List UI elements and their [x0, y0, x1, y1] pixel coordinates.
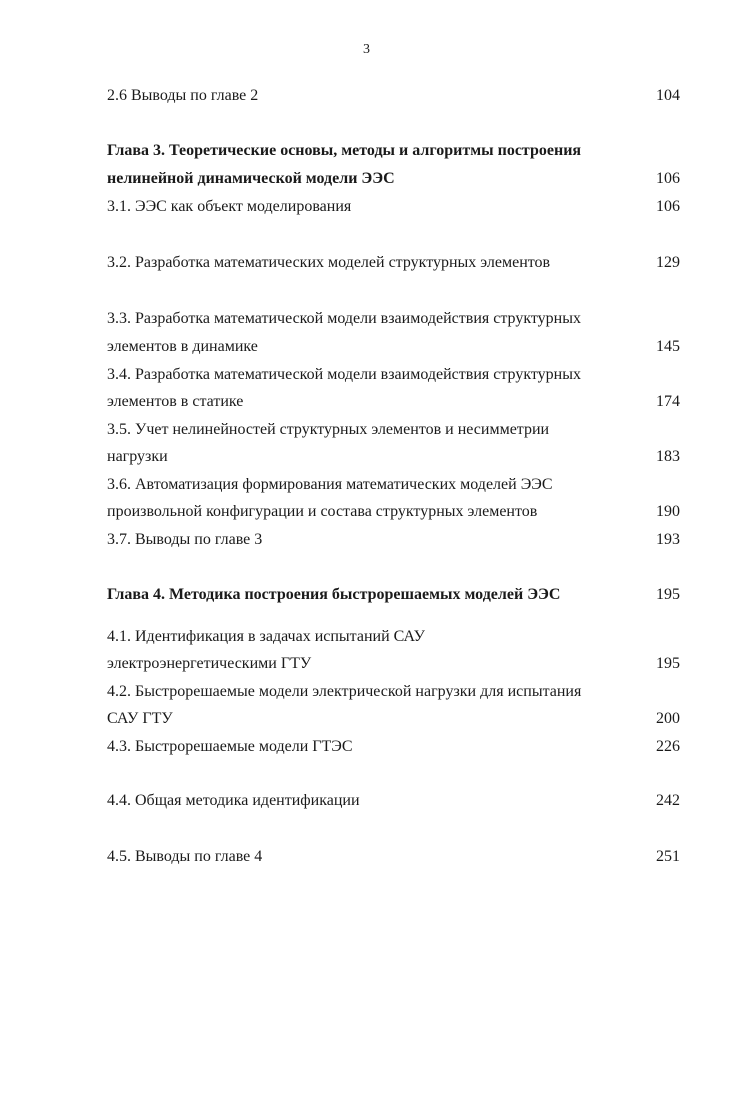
toc-entry-title: САУ ГТУ	[107, 710, 173, 727]
toc-chapter-heading	[107, 168, 680, 190]
toc-entry-page: 190	[656, 503, 680, 520]
toc-entry-page: 195	[656, 586, 680, 603]
toc-entry-page: 183	[656, 448, 680, 465]
toc-entry-page: 226	[656, 738, 680, 755]
toc-entry-title: 3.2. Разработка математических моделей структурных элементов	[107, 254, 551, 271]
toc-chapter-heading	[107, 584, 680, 606]
toc-entry	[107, 196, 680, 218]
toc-entry-page: 251	[656, 848, 680, 865]
toc-entry	[107, 708, 680, 730]
toc-entry	[107, 529, 680, 551]
toc-entry-page: 104	[656, 87, 680, 104]
toc-entry-page: 174	[656, 393, 680, 410]
toc-entry-page: 129	[656, 254, 680, 271]
toc-entry	[107, 85, 680, 107]
toc-entry-page: 242	[656, 792, 680, 809]
toc-entry-title: 3.1. ЭЭС как объект моделирования	[107, 198, 352, 215]
toc-entry-title: нагрузки	[107, 448, 168, 465]
toc-entry-page: 145	[656, 338, 680, 355]
toc-entry	[107, 474, 680, 496]
toc-entry-title: 4.5. Выводы по главе 4	[107, 848, 263, 865]
toc-entry	[107, 364, 680, 386]
toc-entry-title: элементов в статике	[107, 393, 244, 410]
toc-entry-title: 4.3. Быстрорешаемые модели ГТЭС	[107, 738, 353, 755]
toc-entry-title: 3.6. Автоматизация формирования математических моделей ЭЭС	[107, 476, 553, 493]
toc-entry-title: электроэнергетическими ГТУ	[107, 655, 312, 672]
toc-entry	[107, 501, 680, 523]
toc-entry-title: Глава 3. Теоретические основы, методы и алгоритмы построения	[107, 142, 582, 159]
toc-entry-title: 4.4. Общая методика идентификации	[107, 792, 360, 809]
toc-entry-page: 106	[656, 170, 680, 187]
toc-entry	[107, 681, 680, 703]
toc-entry	[107, 252, 680, 274]
toc-entry-title: элементов в динамике	[107, 338, 258, 355]
toc-entry	[107, 308, 680, 330]
toc-entry-title: 3.5. Учет нелинейностей структурных элементов и несимметрии	[107, 421, 550, 438]
toc-entry	[107, 446, 680, 468]
toc-entry	[107, 391, 680, 413]
toc-entry-title: Глава 4. Методика построения быстрорешаемых моделей ЭЭС	[107, 586, 561, 603]
toc-entry-title: 3.4. Разработка математической модели взаимодействия структурных	[107, 366, 581, 383]
toc-chapter-heading	[107, 140, 680, 162]
toc-entry-title: нелинейной динамической модели ЭЭС	[107, 170, 395, 187]
toc-entry	[107, 846, 680, 868]
toc-entry	[107, 736, 680, 758]
toc-entry	[107, 653, 680, 675]
toc-entry	[107, 626, 680, 648]
toc-entry-page: 193	[656, 531, 680, 548]
toc-entry	[107, 419, 680, 441]
toc-entry	[107, 336, 680, 358]
toc-entry-title: 4.2. Быстрорешаемые модели электрической нагрузки для испытания	[107, 683, 582, 700]
toc-entry-page: 106	[656, 198, 680, 215]
toc-entry-title: 3.3. Разработка математической модели взаимодействия структурных	[107, 310, 581, 327]
toc-entry	[107, 790, 680, 812]
toc-entry-title: 4.1. Идентификация в задачах испытаний САУ	[107, 628, 425, 645]
page-number: 3	[363, 42, 370, 57]
toc-entry-title: произвольной конфигурации и состава структурных элементов	[107, 503, 538, 520]
toc-entry-page: 200	[656, 710, 680, 727]
toc-entry-title: 3.7. Выводы по главе 3	[107, 531, 263, 548]
toc-entry-page: 195	[656, 655, 680, 672]
toc-entry-title: 2.6 Выводы по главе 2	[107, 87, 259, 104]
